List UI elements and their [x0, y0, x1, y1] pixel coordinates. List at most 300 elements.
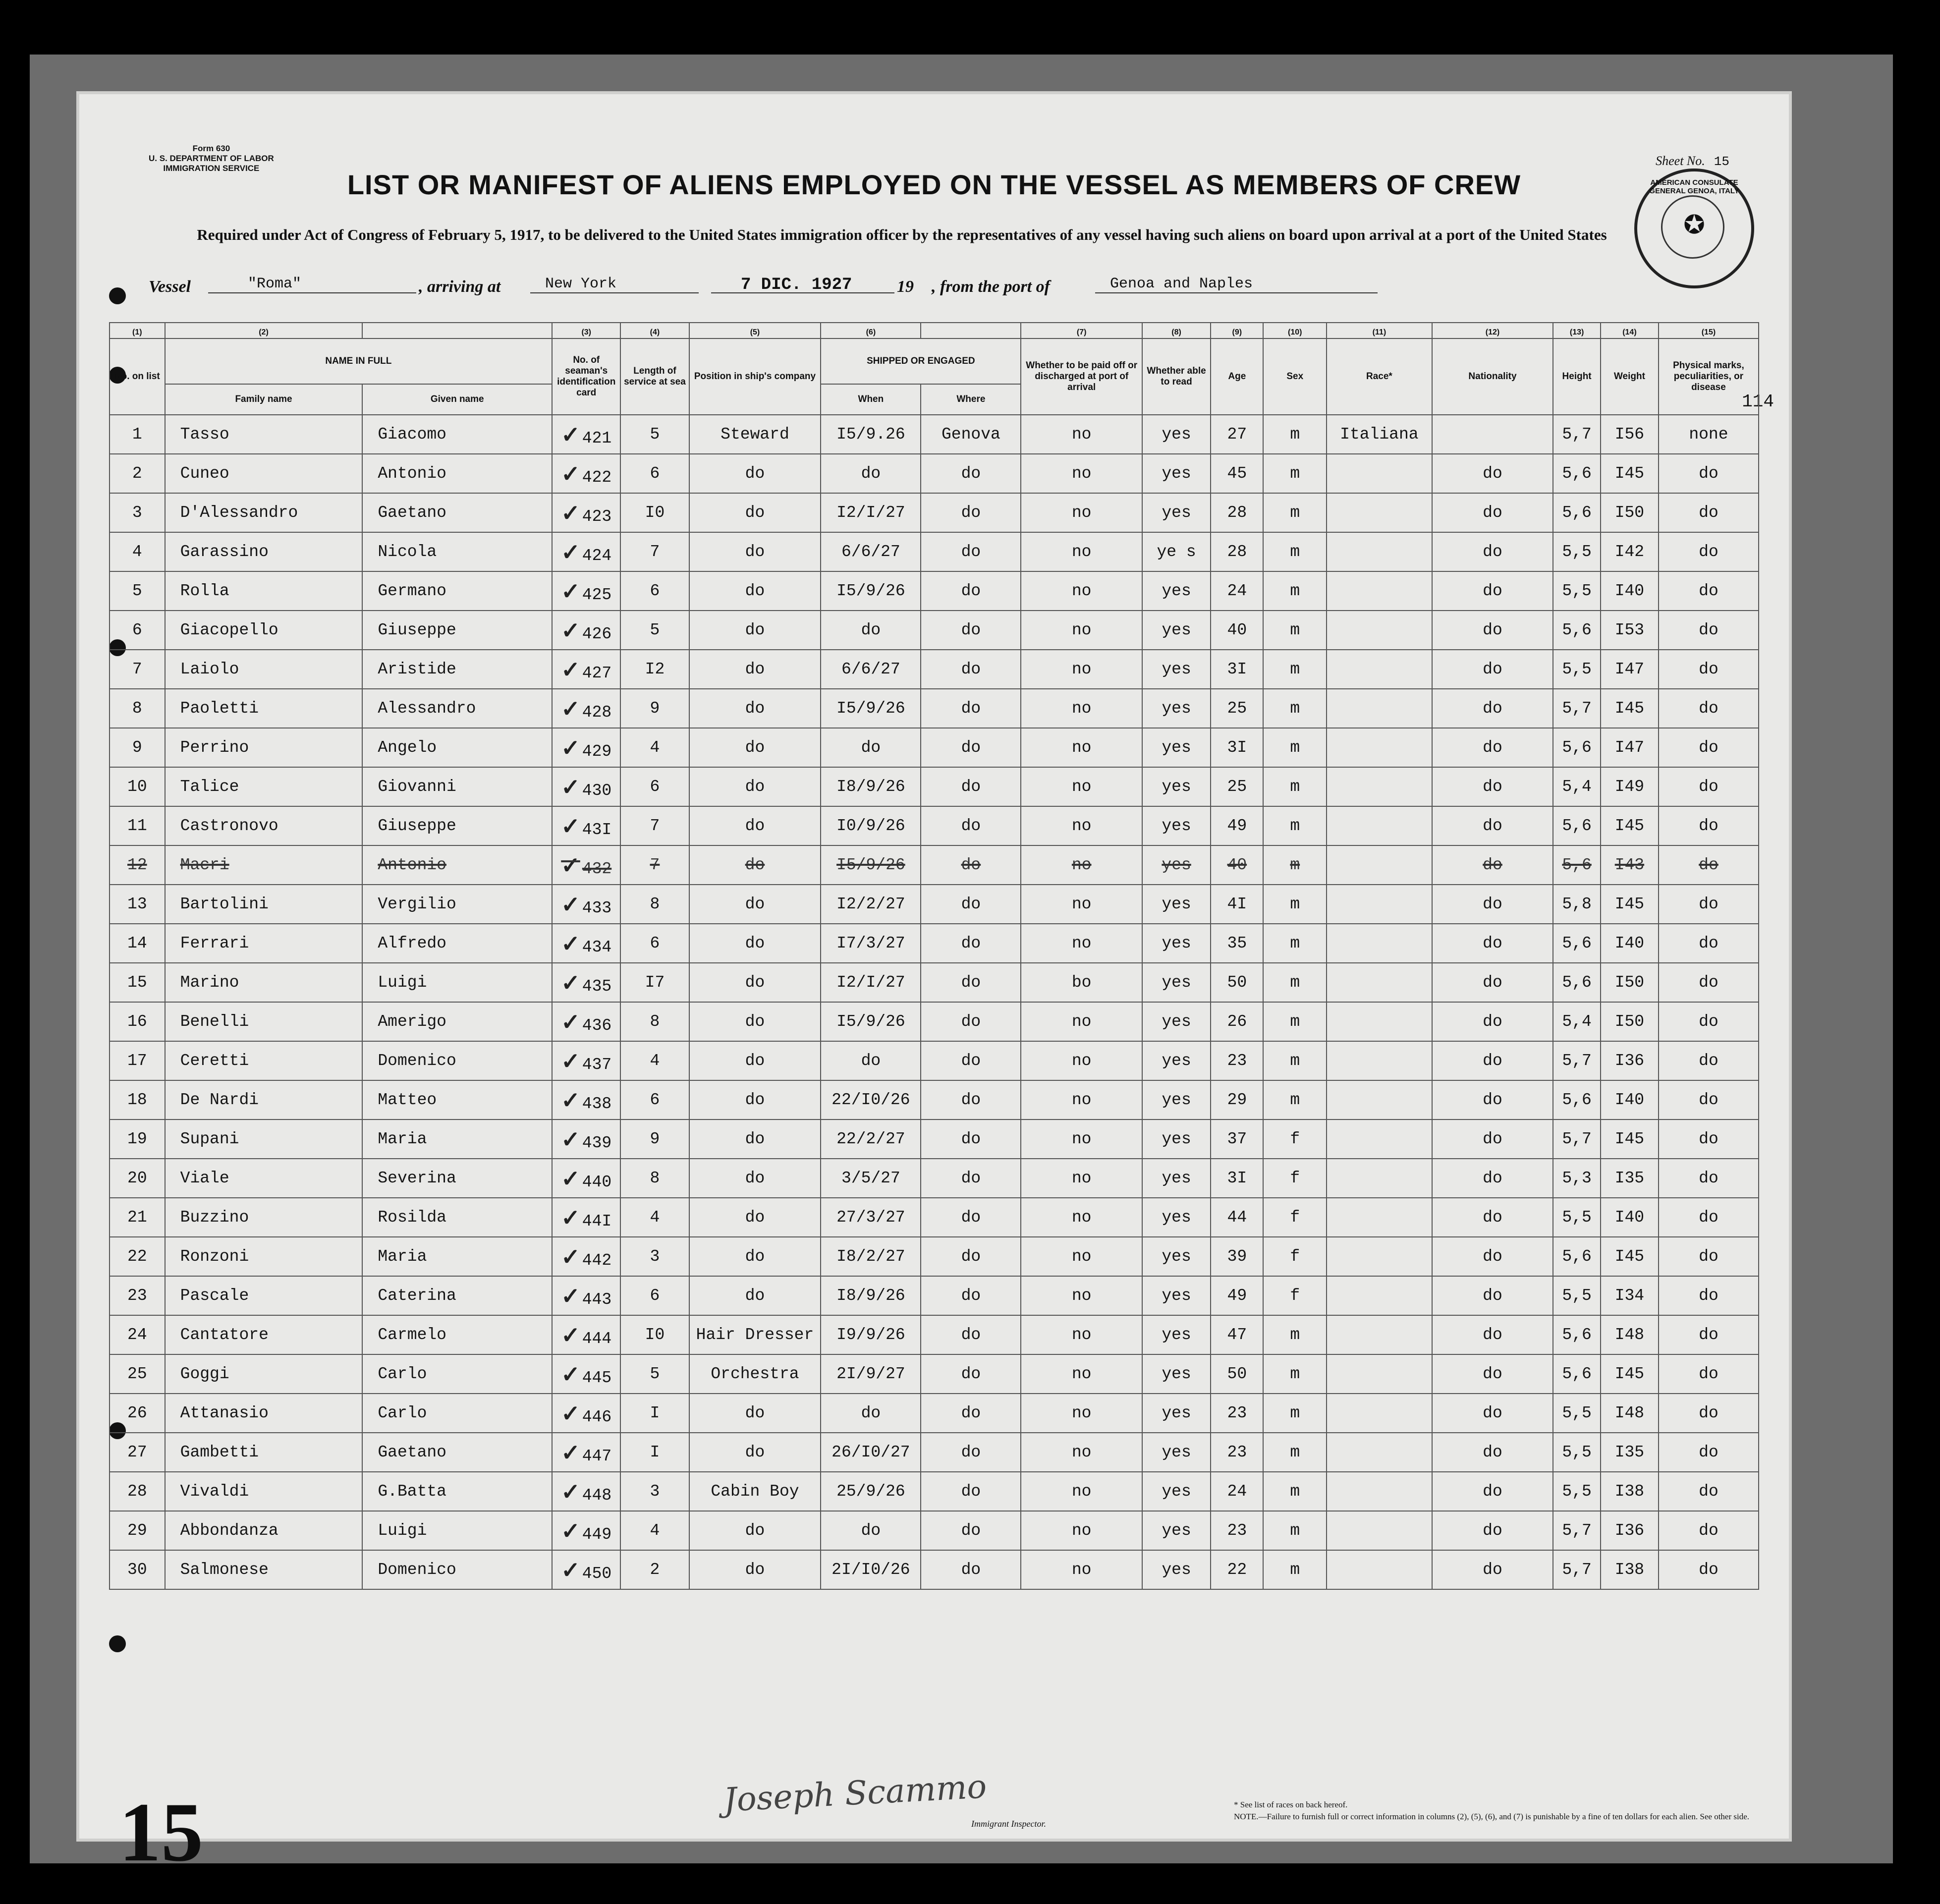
cell-height: 5,5: [1553, 1472, 1601, 1511]
cell-physical: do: [1659, 1354, 1759, 1394]
cell-height: 5,7: [1553, 1511, 1601, 1550]
column-number: (7): [1021, 323, 1142, 338]
cell-where: do: [921, 1041, 1021, 1080]
cell-physical: do: [1659, 845, 1759, 885]
cell-paid: no: [1021, 1550, 1142, 1589]
cell-age: 3I: [1211, 650, 1263, 689]
cell-paid: no: [1021, 1041, 1142, 1080]
cell-when: I5/9/26: [821, 1002, 921, 1041]
cell-when: 22/2/27: [821, 1120, 921, 1159]
cell-family: Ceretti: [165, 1041, 363, 1080]
cell-service: 8: [620, 1159, 689, 1198]
cell-height: 5,5: [1553, 571, 1601, 611]
cell-service: 6: [620, 924, 689, 963]
cell-given: Carmelo: [362, 1315, 552, 1354]
cell-read: yes: [1142, 767, 1211, 806]
cell-physical: do: [1659, 1002, 1759, 1041]
cell-paid: no: [1021, 1433, 1142, 1472]
cell-service: 9: [620, 689, 689, 728]
column-number: [921, 323, 1021, 338]
checkmark-icon: ✓: [561, 578, 580, 604]
cell-when: I8/9/26: [821, 767, 921, 806]
cell-no: 28: [110, 1472, 165, 1511]
cell-family: De Nardi: [165, 1080, 363, 1120]
cell-card: ✓ 438: [552, 1080, 620, 1120]
crew-row: [110, 689, 1759, 728]
cell-family: Cantatore: [165, 1315, 363, 1354]
cell-weight: I45: [1601, 885, 1659, 924]
cell-no: 1: [110, 415, 165, 454]
cell-card: ✓ 421: [552, 415, 620, 454]
cell-read: yes: [1142, 571, 1211, 611]
cell-paid: no: [1021, 1237, 1142, 1276]
date-stamp: 7 DIC. 1927: [711, 276, 894, 293]
checkmark-icon: ✓: [561, 813, 580, 839]
cell-where: do: [921, 571, 1021, 611]
col-nationality: Nationality: [1432, 338, 1553, 415]
cell-nationality: do: [1432, 1276, 1553, 1315]
cell-paid: no: [1021, 650, 1142, 689]
cell-height: 5,6: [1553, 454, 1601, 493]
cell-no: 9: [110, 728, 165, 767]
cell-sex: m: [1263, 963, 1327, 1002]
cell-physical: do: [1659, 1394, 1759, 1433]
cell-sex: m: [1263, 1315, 1327, 1354]
cell-nationality: do: [1432, 1237, 1553, 1276]
cell-card: ✓ 427: [552, 650, 620, 689]
cell-where: do: [921, 1276, 1021, 1315]
cell-when: I5/9.26: [821, 415, 921, 454]
cell-when: I2/I/27: [821, 493, 921, 532]
cell-card: ✓ 430: [552, 767, 620, 806]
cell-read: yes: [1142, 728, 1211, 767]
cell-given: Alessandro: [362, 689, 552, 728]
cell-sex: m: [1263, 611, 1327, 650]
cell-nationality: do: [1432, 1472, 1553, 1511]
cell-where: do: [921, 1080, 1021, 1120]
punch-hole: [109, 287, 126, 304]
cell-sex: m: [1263, 1080, 1327, 1120]
cell-position: do: [689, 1237, 821, 1276]
cell-when: do: [821, 454, 921, 493]
cell-given: Giacomo: [362, 415, 552, 454]
cell-position: do: [689, 767, 821, 806]
cell-weight: I35: [1601, 1159, 1659, 1198]
cell-height: 5,4: [1553, 1002, 1601, 1041]
cell-paid: no: [1021, 1276, 1142, 1315]
cell-no: 30: [110, 1550, 165, 1589]
cell-nationality: do: [1432, 1080, 1553, 1120]
cell-no: 15: [110, 963, 165, 1002]
crew-row: [110, 728, 1759, 767]
cell-given: Luigi: [362, 963, 552, 1002]
cell-service: 7: [620, 532, 689, 571]
cell-no: 2: [110, 454, 165, 493]
cell-position: Hair Dresser: [689, 1315, 821, 1354]
crew-row: [110, 1198, 1759, 1237]
cell-race: [1327, 1041, 1432, 1080]
cell-physical: none: [1659, 415, 1759, 454]
cell-when: 3/5/27: [821, 1159, 921, 1198]
cell-card: ✓ 439: [552, 1120, 620, 1159]
vessel-name: "Roma": [208, 276, 416, 293]
cell-no: 3: [110, 493, 165, 532]
crew-row: [110, 1080, 1759, 1120]
checkmark-icon: ✓: [561, 695, 580, 722]
cell-race: [1327, 1315, 1432, 1354]
cell-paid: no: [1021, 1511, 1142, 1550]
cell-paid: no: [1021, 1080, 1142, 1120]
crew-row: [110, 1433, 1759, 1472]
col-able-read: Whether able to read: [1142, 338, 1211, 415]
cell-where: do: [921, 1511, 1021, 1550]
cell-family: Perrino: [165, 728, 363, 767]
cell-nationality: do: [1432, 885, 1553, 924]
cell-service: I: [620, 1394, 689, 1433]
cell-service: I7: [620, 963, 689, 1002]
cell-read: ye s: [1142, 532, 1211, 571]
cell-family: Benelli: [165, 1002, 363, 1041]
column-number: (3): [552, 323, 620, 338]
col-shipped: SHIPPED OR ENGAGED: [821, 338, 1021, 384]
cell-no: 11: [110, 806, 165, 845]
cell-sex: m: [1263, 1550, 1327, 1589]
cell-when: I8/2/27: [821, 1237, 921, 1276]
cell-height: 5,4: [1553, 767, 1601, 806]
cell-physical: do: [1659, 728, 1759, 767]
cell-physical: do: [1659, 1550, 1759, 1589]
cell-given: Domenico: [362, 1041, 552, 1080]
cell-read: yes: [1142, 924, 1211, 963]
cell-race: [1327, 1198, 1432, 1237]
cell-physical: do: [1659, 924, 1759, 963]
cell-paid: no: [1021, 845, 1142, 885]
cell-service: 9: [620, 1120, 689, 1159]
cell-card: ✓ 425: [552, 571, 620, 611]
cell-service: 2: [620, 1550, 689, 1589]
crew-row: [110, 1354, 1759, 1394]
cell-position: do: [689, 1120, 821, 1159]
cell-card: ✓ 447: [552, 1433, 620, 1472]
col-race: Race*: [1327, 338, 1432, 415]
cell-when: 2I/9/27: [821, 1354, 921, 1394]
cell-position: do: [689, 532, 821, 571]
cell-read: yes: [1142, 415, 1211, 454]
cell-where: do: [921, 1159, 1021, 1198]
cell-physical: do: [1659, 1433, 1759, 1472]
cell-position: do: [689, 493, 821, 532]
cell-no: 13: [110, 885, 165, 924]
cell-weight: I43: [1601, 845, 1659, 885]
cell-nationality: do: [1432, 1354, 1553, 1394]
cell-nationality: do: [1432, 806, 1553, 845]
cell-read: yes: [1142, 1198, 1211, 1237]
cell-position: do: [689, 845, 821, 885]
checkmark-icon: ✓: [561, 1283, 580, 1309]
cell-family: Salmonese: [165, 1550, 363, 1589]
cell-service: 5: [620, 611, 689, 650]
cell-paid: no: [1021, 571, 1142, 611]
cell-weight: I42: [1601, 532, 1659, 571]
cell-nationality: do: [1432, 728, 1553, 767]
large-sheet-number: 15: [119, 1786, 203, 1879]
sheet-number: Sheet No. 15: [1656, 154, 1729, 169]
cell-given: Caterina: [362, 1276, 552, 1315]
cell-where: do: [921, 1237, 1021, 1276]
cell-read: yes: [1142, 885, 1211, 924]
crew-row: [110, 924, 1759, 963]
cell-card: ✓ 43I: [552, 806, 620, 845]
cell-position: do: [689, 571, 821, 611]
cell-when: I9/9/26: [821, 1315, 921, 1354]
cell-age: 44: [1211, 1198, 1263, 1237]
cell-where: do: [921, 806, 1021, 845]
cell-nationality: do: [1432, 924, 1553, 963]
cell-service: 6: [620, 1276, 689, 1315]
crew-row: [110, 845, 1759, 885]
cell-sex: f: [1263, 1120, 1327, 1159]
cell-given: Carlo: [362, 1394, 552, 1433]
cell-read: yes: [1142, 454, 1211, 493]
cell-weight: I38: [1601, 1550, 1659, 1589]
cell-given: Antonio: [362, 845, 552, 885]
cell-weight: I48: [1601, 1394, 1659, 1433]
cell-given: Luigi: [362, 1511, 552, 1550]
cell-position: do: [689, 728, 821, 767]
cell-card: ✓ 436: [552, 1002, 620, 1041]
crew-row: [110, 1002, 1759, 1041]
cell-given: Angelo: [362, 728, 552, 767]
checkmark-icon: ✓: [561, 539, 580, 565]
crew-row: [110, 1120, 1759, 1159]
cell-service: 4: [620, 1511, 689, 1550]
cell-family: Macri: [165, 845, 363, 885]
cell-paid: no: [1021, 689, 1142, 728]
cell-when: I5/9/26: [821, 689, 921, 728]
cell-position: Orchestra: [689, 1354, 821, 1394]
cell-race: [1327, 924, 1432, 963]
manifest-sheet: Form 630 U. S. DEPARTMENT OF LABOR IMMIGRATION SERVICE Sheet No. 15 LIST OR MANIFEST OF ALIENS EMPLOYED ON THE VESSEL AS MEMBERS OF CREW Required under Act of Congress of February 5, 1917, to be delivered to the United States immigration officer by the representatives of any vessel having such aliens on board upon arrival at a port of the United States AMERICAN CONSULATE GENERAL GENOA, ITALY ✪ Vessel "Roma" , arriving at New York 7 DIC. 1927 19 , from the port of Genoa and Naples 114 (1) (2) (3) (4) (5) (6) (7) (8) (9) (10) (11) (12) (13) (14) (15) No. on list NAME IN FULL No. of seaman's identification card Length of service at sea Position in ship's company SHIPPED OR ENGAGED Whether to be paid off or discharged at port of arrival Whether able to read Age Sex Race* Nationality Height Weight Physical marks, peculiarities, or disease Family name Given name When Where 1 Tasso Giacomo ✓ 421 5 Steward I5/9.26 Genova no yes 27 m Italiana 5,7 I56 none 2 Cuneo Antonio ✓ 422 6 do do do no yes 45 m do 5,6 I45 do 3 D'Alessandro Gaetano ✓ 423 I0 do I2/I/27 do no yes 28 m do 5,6 I50 do 4 Garassino Nicola ✓ 424 7 do 6/6/27 do no ye s 28 m do 5,5 I42 do 5 Rolla Germano ✓ 425 6 do I5/9/26 do no yes 24 m do 5,5 I40 do 6 Giacopello Giuseppe ✓ 426 5 do do do no yes 40 m do 5,6 I53 do 7 Laiolo Aristide ✓ 427 I2 do 6/6/27 do no yes 3I m do 5,5 I47 do 8 Paoletti Alessandro ✓ 428 9 do I5/9/26 do no yes 25 m do 5,7 I45 do 9 Perrino Angelo ✓ 429 4 do do do no yes 3I m do 5,6 I47 do 10 Talice Giovanni ✓ 430 6 do I8/9/26 do no yes 25 m do 5,4 I49 do 11 Castronovo Giuseppe ✓ 43I 7 do I0/9/26 do no yes 49 m do 5,6 I45 do 12 Macri Antonio ✓ 432 7 do I5/9/26 do no yes 40 m do 5,6 I43 do 13 Bartolini Vergilio ✓ 433 8 do I2/2/27 do no yes 4I m do 5,8 I45 do 14 Ferrari Alfredo ✓ 434 6 do I7/3/27 do no yes 35 m do 5,6 I40 do 15 Marino Luigi ✓ 435 I7 do I2/I/27 do bo yes 50 m do 5,6 I50 do 16 Benelli Amerigo ✓ 436 8 do I5/9/26 do no yes 26 m do 5,4 I50 do 17 Ceretti Domenico ✓ 437 4 do do do no yes 23 m do 5,7 I36 do 18 De Nardi Matteo ✓ 438 6 do 22/I0/26 do no yes 29 m do 5,6 I40 do 19 Supani Maria ✓ 439 9 do 22/2/27 do no yes 37 f do 5,7 I45 do 20 Viale Severina ✓ 440 8 do 3/5/27 do no yes 3I f do 5,3 I35 do 21 Buzzino Rosilda ✓ 44I 4 do 27/3/27 do no yes 44 f do 5,5 I40 do 22 Ronzoni Maria ✓ 442 3 do I8/2/27 do no yes 39 f do 5,6 I45 do 23 Pascale Caterina ✓ 443 6 do I8/9/26 do no yes 49 f do 5,5 I34 do 24 Cantatore Carmelo ✓ 444 I0 Hair Dresser I9/9/26 do no yes 47 m do 5,6 I48 do 25 Goggi Carlo ✓ 445 5 Orchestra 2I/9/27 do no yes 50 m do 5,6 I45 do 26 Attanasio Carlo ✓ 446 I do do do no yes 23 m do 5,5 I48 do 27 Gambetti Gaetano ✓ 447 I do 26/I0/27 do no yes 23 m do 5,5 I35 do 28 Vivaldi G.Batta ✓ 448 3 Cabin Boy 25/9/26 do no yes 24 m do 5,5 I38 do 29 Abbondanza Luigi ✓ 449 4 do do do no yes 23 m do 5,7 I36 do 30 Salmonese Domenico ✓ 450 2 do 2I/I0/26 do no yes 22 m do 5,7 I38 do 15 Joseph Scammo Immigrant Inspector. * See list of races on back hereof. NOTE.—Failure to furnish full or correct information in columns (2), (5), (6), and (7) is punishable by a fine of ten dollars for each alien. See other side.: [79, 94, 1789, 1839]
cell-where: do: [921, 885, 1021, 924]
cell-age: 25: [1211, 767, 1263, 806]
cell-where: do: [921, 1433, 1021, 1472]
cell-position: do: [689, 1276, 821, 1315]
cell-service: 4: [620, 1041, 689, 1080]
column-number: (4): [620, 323, 689, 338]
cell-height: 5,6: [1553, 728, 1601, 767]
cell-race: [1327, 1237, 1432, 1276]
col-name: NAME IN FULL: [165, 338, 552, 384]
cell-age: 49: [1211, 1276, 1263, 1315]
col-family-name: Family name: [165, 384, 363, 415]
cell-position: do: [689, 1159, 821, 1198]
col-age: Age: [1211, 338, 1263, 415]
crew-row: [110, 1394, 1759, 1433]
eagle-icon: ✪: [1683, 211, 1705, 239]
cell-service: 5: [620, 1354, 689, 1394]
cell-no: 19: [110, 1120, 165, 1159]
cell-paid: no: [1021, 924, 1142, 963]
crew-row: [110, 1550, 1759, 1589]
cell-no: 25: [110, 1354, 165, 1394]
cell-read: yes: [1142, 1472, 1211, 1511]
cell-age: 40: [1211, 845, 1263, 885]
cell-weight: I45: [1601, 689, 1659, 728]
cell-nationality: do: [1432, 1511, 1553, 1550]
cell-weight: I45: [1601, 454, 1659, 493]
cell-physical: do: [1659, 611, 1759, 650]
cell-physical: do: [1659, 806, 1759, 845]
cell-no: 12: [110, 845, 165, 885]
col-card: No. of seaman's identification card: [552, 338, 620, 415]
cell-height: 5,7: [1553, 415, 1601, 454]
cell-given: Alfredo: [362, 924, 552, 963]
cell-card: ✓ 437: [552, 1041, 620, 1080]
cell-card: ✓ 450: [552, 1550, 620, 1589]
cell-no: 4: [110, 532, 165, 571]
cell-paid: no: [1021, 493, 1142, 532]
cell-family: Laiolo: [165, 650, 363, 689]
cell-service: 3: [620, 1472, 689, 1511]
cell-physical: do: [1659, 571, 1759, 611]
cell-when: do: [821, 611, 921, 650]
col-when: When: [821, 384, 921, 415]
cell-nationality: do: [1432, 1041, 1553, 1080]
column-number: (10): [1263, 323, 1327, 338]
cell-age: 22: [1211, 1550, 1263, 1589]
cell-read: yes: [1142, 1120, 1211, 1159]
cell-nationality: do: [1432, 1159, 1553, 1198]
cell-given: Aristide: [362, 650, 552, 689]
cell-family: Ronzoni: [165, 1237, 363, 1276]
cell-weight: I47: [1601, 728, 1659, 767]
cell-read: yes: [1142, 1354, 1211, 1394]
cell-weight: I36: [1601, 1041, 1659, 1080]
cell-sex: f: [1263, 1159, 1327, 1198]
checkmark-icon: ✓: [561, 1322, 580, 1348]
cell-where: Genova: [921, 415, 1021, 454]
cell-race: [1327, 963, 1432, 1002]
cell-family: Garassino: [165, 532, 363, 571]
cell-service: 5: [620, 415, 689, 454]
cell-age: 4I: [1211, 885, 1263, 924]
cell-family: Buzzino: [165, 1198, 363, 1237]
cell-where: do: [921, 963, 1021, 1002]
cell-nationality: do: [1432, 1550, 1553, 1589]
cell-paid: no: [1021, 1472, 1142, 1511]
cell-age: 23: [1211, 1433, 1263, 1472]
cell-read: yes: [1142, 1511, 1211, 1550]
cell-race: [1327, 885, 1432, 924]
crew-row: [110, 1159, 1759, 1198]
cell-read: yes: [1142, 1159, 1211, 1198]
cell-weight: I49: [1601, 767, 1659, 806]
col-given-name: Given name: [362, 384, 552, 415]
cell-height: 5,7: [1553, 689, 1601, 728]
cell-no: 17: [110, 1041, 165, 1080]
cell-age: 23: [1211, 1511, 1263, 1550]
cell-given: Giuseppe: [362, 611, 552, 650]
cell-nationality: do: [1432, 1315, 1553, 1354]
cell-height: 5,6: [1553, 845, 1601, 885]
cell-sex: m: [1263, 689, 1327, 728]
cell-service: 4: [620, 1198, 689, 1237]
crew-row: [110, 571, 1759, 611]
checkmark-icon: ✓: [561, 969, 580, 996]
cell-race: [1327, 650, 1432, 689]
cell-physical: do: [1659, 1315, 1759, 1354]
column-number: [362, 323, 552, 338]
cell-age: 29: [1211, 1080, 1263, 1120]
cell-weight: I50: [1601, 493, 1659, 532]
cell-race: [1327, 1394, 1432, 1433]
cell-height: 5,8: [1553, 885, 1601, 924]
cell-weight: I45: [1601, 1354, 1659, 1394]
cell-sex: m: [1263, 845, 1327, 885]
cell-where: do: [921, 1550, 1021, 1589]
cell-sex: m: [1263, 493, 1327, 532]
cell-service: I2: [620, 650, 689, 689]
cell-sex: f: [1263, 1237, 1327, 1276]
cell-card: ✓ 434: [552, 924, 620, 963]
cell-where: do: [921, 689, 1021, 728]
cell-card: ✓ 443: [552, 1276, 620, 1315]
cell-given: Severina: [362, 1159, 552, 1198]
cell-where: do: [921, 1120, 1021, 1159]
cell-no: 18: [110, 1080, 165, 1120]
cell-when: do: [821, 1511, 921, 1550]
cell-no: 23: [110, 1276, 165, 1315]
cell-read: yes: [1142, 611, 1211, 650]
cell-race: [1327, 1120, 1432, 1159]
cell-card: ✓ 426: [552, 611, 620, 650]
column-number: (12): [1432, 323, 1553, 338]
cell-where: do: [921, 1354, 1021, 1394]
cell-no: 21: [110, 1198, 165, 1237]
cell-given: Antonio: [362, 454, 552, 493]
cell-race: [1327, 767, 1432, 806]
cell-when: 26/I0/27: [821, 1433, 921, 1472]
cell-sex: m: [1263, 1041, 1327, 1080]
cell-paid: no: [1021, 1315, 1142, 1354]
cell-age: 47: [1211, 1315, 1263, 1354]
cell-race: [1327, 454, 1432, 493]
cell-read: yes: [1142, 650, 1211, 689]
cell-family: Supani: [165, 1120, 363, 1159]
checkmark-icon: ✓: [561, 1087, 580, 1113]
col-physical: Physical marks, peculiarities, or disease: [1659, 338, 1759, 415]
crew-row: [110, 1511, 1759, 1550]
cell-no: 6: [110, 611, 165, 650]
page-subtitle: Required under Act of Congress of February 5, 1917, to be delivered to the United States immigration officer by the representatives of any vessel having such aliens on board upon arrival at a port of the United States: [197, 226, 1607, 243]
cell-card: ✓ 429: [552, 728, 620, 767]
cell-sex: m: [1263, 650, 1327, 689]
cell-card: ✓ 433: [552, 885, 620, 924]
cell-card: ✓ 44I: [552, 1198, 620, 1237]
cell-nationality: do: [1432, 493, 1553, 532]
cell-when: 2I/I0/26: [821, 1550, 921, 1589]
cell-race: [1327, 611, 1432, 650]
cell-when: 6/6/27: [821, 650, 921, 689]
crew-row: [110, 611, 1759, 650]
cell-height: 5,6: [1553, 1237, 1601, 1276]
checkmark-icon: ✓: [561, 930, 580, 956]
cell-sex: m: [1263, 1472, 1327, 1511]
cell-read: yes: [1142, 1276, 1211, 1315]
cell-when: I2/I/27: [821, 963, 921, 1002]
cell-paid: no: [1021, 1354, 1142, 1394]
cell-paid: bo: [1021, 963, 1142, 1002]
